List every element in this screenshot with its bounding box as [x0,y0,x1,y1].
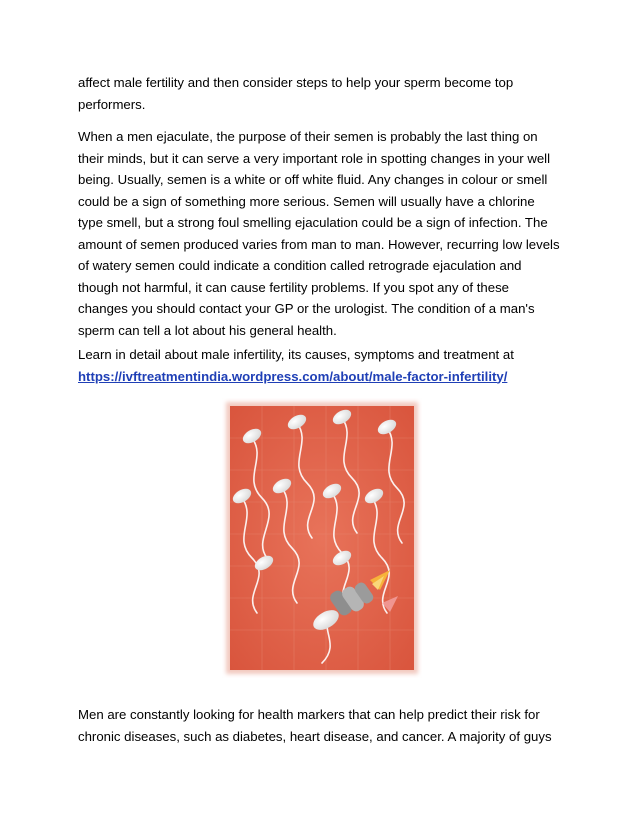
paragraph-learn-more [78,344,560,387]
sperm-race-illustration-icon [222,398,422,678]
paragraph-health-markers: Men are constantly looking for health markers that can help predict their risk for chronic diseases, such as diabetes, heart disease, and cancer. A majority of guys [78,707,552,744]
paragraph-intro: affect male fertility and then consider steps to help your sperm become top performers. [78,75,514,112]
infertility-link[interactable]: https://ivftreatmentindia.wordpress.com/about/male-factor-infertility/ [78,368,508,384]
sperm-illustration [222,398,422,678]
paragraph-semen-health: When a men ejaculate, the purpose of their semen is probably the last thing on their minds, but it can serve a very important role in spotting changes in your well being. Usually, semen is a white or off white fluid. Any changes in colour or smell could be a sign of something more serious. Semen will usually have a chlorine type smell, but a strong foul smelling ejaculation could be a sign of infection. The amount of semen produced varies from man to man. However, recurring low levels of watery semen could indicate a condition called retrograde ejaculation and though not harmful, it can cause fertility problems. If you spot any of these changes you should contact your GP or the urologist. The condition of a man's sperm can tell a lot about his general health. [78,129,560,338]
learn-more-text: Learn in detail about male infertility, its causes, symptoms and treatment at [78,347,514,362]
